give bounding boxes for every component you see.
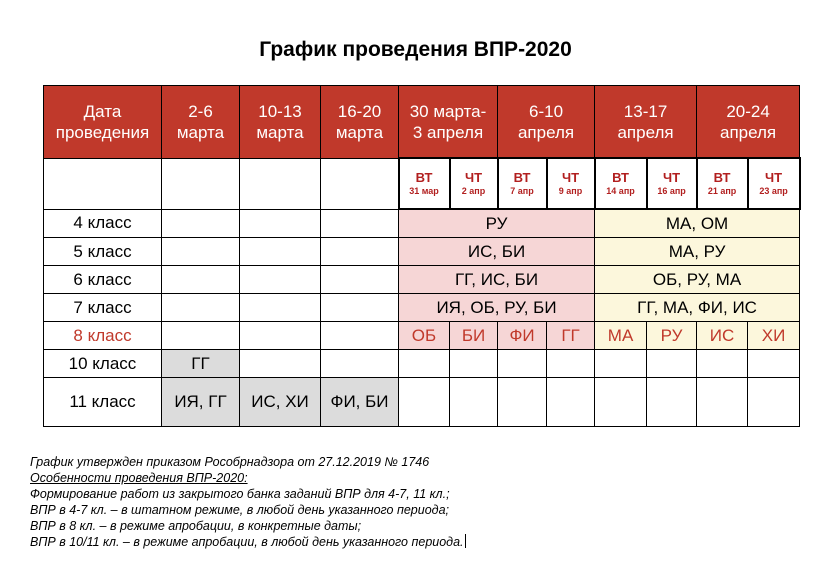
empty-cell <box>450 350 498 378</box>
subject-cell: ХИ <box>748 322 800 350</box>
empty-cell <box>647 350 697 378</box>
empty-cell <box>162 294 240 322</box>
grade-5-row <box>44 238 800 266</box>
empty-cell <box>321 209 399 238</box>
day-cell: ВТ 7 апр <box>498 158 547 209</box>
empty-cell <box>240 266 321 294</box>
grade-11-row <box>44 378 800 427</box>
feature-note: ВПР в 4-7 кл. – в штатном режиме, в любой день указанного периода; <box>30 503 450 517</box>
header-period-cell: 16-20 марта <box>321 86 399 159</box>
empty-cell <box>498 350 547 378</box>
empty-cell <box>647 378 697 427</box>
feature-note-last[interactable] <box>30 534 466 550</box>
subject-cell: ГГ <box>547 322 595 350</box>
subject-cell: МА <box>595 322 647 350</box>
empty-cell <box>399 350 450 378</box>
page-title: График проведения ВПР-2020 <box>259 38 572 61</box>
subject-cell: БИ <box>450 322 498 350</box>
grade-8-row <box>44 322 800 350</box>
header-row <box>44 86 800 159</box>
empty-cell <box>595 350 647 378</box>
empty-cell <box>697 378 748 427</box>
empty-cell <box>450 378 498 427</box>
empty-cell <box>162 209 240 238</box>
empty-cell <box>321 158 399 209</box>
empty-cell <box>240 350 321 378</box>
header-period-cell: 20-24 апреля <box>697 86 800 159</box>
header-period-cell: 13-17 апреля <box>595 86 697 159</box>
subjects-cell: ИЯ, ГГ <box>162 378 240 427</box>
empty-cell <box>240 294 321 322</box>
subject-cell: ИС <box>697 322 748 350</box>
empty-cell <box>748 350 800 378</box>
days-row <box>44 158 800 209</box>
empty-cell <box>162 158 240 209</box>
day-cell: ЧТ 9 апр <box>547 158 595 209</box>
empty-cell <box>44 158 162 209</box>
feature-note: Формирование работ из закрытого банка заданий ВПР для 4-7, 11 кл.; <box>30 487 450 501</box>
subjects-cell: МА, РУ <box>595 238 800 266</box>
subjects-cell: ОБ, РУ, МА <box>595 266 800 294</box>
day-cell: ЧТ 2 апр <box>450 158 498 209</box>
features-heading: Особенности проведения ВПР-2020: <box>30 471 248 485</box>
header-period-cell: 30 марта- 3 апреля <box>399 86 498 159</box>
subjects-cell: ГГ <box>162 350 240 378</box>
empty-cell <box>399 378 450 427</box>
empty-cell <box>321 238 399 266</box>
day-cell: ЧТ 16 апр <box>647 158 697 209</box>
subjects-cell: ИС, ХИ <box>240 378 321 427</box>
day-cell: ЧТ 23 апр <box>748 158 800 209</box>
grade-label: 6 класс <box>44 266 162 294</box>
empty-cell <box>240 238 321 266</box>
header-period-cell: 6-10 апреля <box>498 86 595 159</box>
grade-4-row <box>44 209 800 238</box>
empty-cell <box>240 322 321 350</box>
schedule-table <box>43 85 801 427</box>
empty-cell <box>240 209 321 238</box>
empty-cell <box>240 158 321 209</box>
empty-cell <box>547 350 595 378</box>
subjects-cell: ФИ, БИ <box>321 378 399 427</box>
empty-cell <box>748 378 800 427</box>
feature-note: ВПР в 8 кл. – в режиме апробации, в конкретные даты; <box>30 519 362 533</box>
subjects-cell: ИС, БИ <box>399 238 595 266</box>
empty-cell <box>162 266 240 294</box>
grade-label: 10 класс <box>44 350 162 378</box>
empty-cell <box>321 294 399 322</box>
subjects-cell: МА, ОМ <box>595 209 800 238</box>
grade-label: 8 класс <box>44 322 162 350</box>
empty-cell <box>162 322 240 350</box>
header-period-cell: 2-6 марта <box>162 86 240 159</box>
subject-cell: ОБ <box>399 322 450 350</box>
grade-10-row <box>44 350 800 378</box>
subjects-cell: ГГ, ИС, БИ <box>399 266 595 294</box>
empty-cell <box>162 238 240 266</box>
subject-cell: ФИ <box>498 322 547 350</box>
text-cursor <box>465 534 466 548</box>
subject-cell: РУ <box>647 322 697 350</box>
empty-cell <box>595 378 647 427</box>
subjects-cell: РУ <box>399 209 595 238</box>
empty-cell <box>498 378 547 427</box>
day-cell: ВТ 14 апр <box>595 158 647 209</box>
notes-block <box>30 454 466 550</box>
grade-7-row <box>44 294 800 322</box>
subjects-cell: ГГ, МА, ФИ, ИС <box>595 294 800 322</box>
approval-note: График утвержден приказом Рособрнадзора от 27.12.2019 № 1746 <box>30 455 430 469</box>
grade-label: 11 класс <box>44 378 162 427</box>
empty-cell <box>697 350 748 378</box>
subjects-cell: ИЯ, ОБ, РУ, БИ <box>399 294 595 322</box>
grade-label: 5 класс <box>44 238 162 266</box>
grade-label: 4 класс <box>44 209 162 238</box>
empty-cell <box>321 322 399 350</box>
grade-label: 7 класс <box>44 294 162 322</box>
header-date-cell: Дата проведения <box>44 86 162 159</box>
empty-cell <box>547 378 595 427</box>
empty-cell <box>321 266 399 294</box>
feature-note-text: ВПР в 10/11 кл. – в режиме апробации, в любой день указанного периода. <box>30 535 464 549</box>
grade-6-row <box>44 266 800 294</box>
day-cell: ВТ 21 апр <box>697 158 748 209</box>
day-cell: ВТ 31 мар <box>399 158 450 209</box>
header-period-cell: 10-13 марта <box>240 86 321 159</box>
empty-cell <box>321 350 399 378</box>
